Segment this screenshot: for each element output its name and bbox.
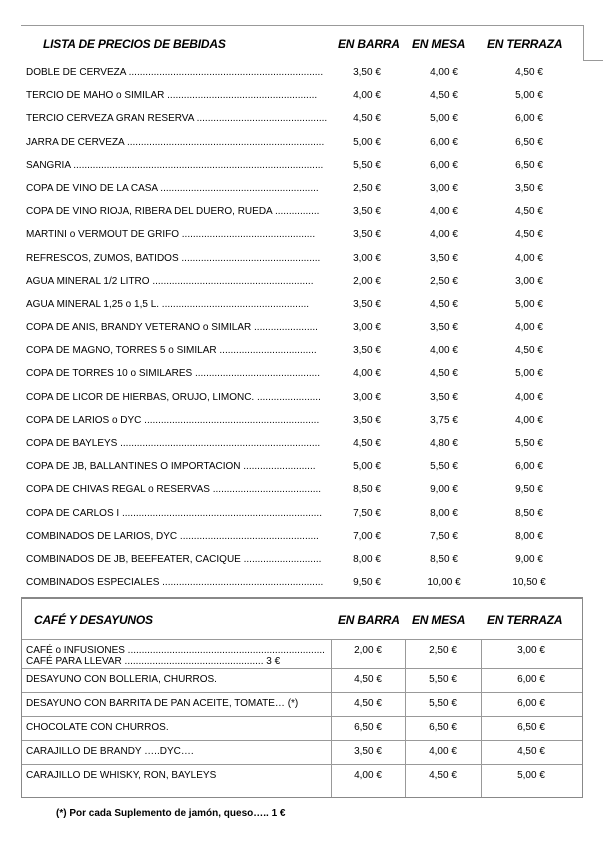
price-barra: 9,50 €: [353, 577, 381, 589]
price-barra: 3,00 €: [353, 252, 381, 264]
price-barra: 3,00 €: [353, 322, 381, 334]
price-terraza: 6,00 €: [517, 698, 545, 709]
item-name: CARAJILLO DE WHISKY, RON, BAYLEYS: [26, 770, 217, 781]
price-terraza: 3,00 €: [515, 275, 543, 287]
table-row: [21, 410, 583, 433]
col-mesa-header: EN MESA: [412, 613, 466, 627]
price-terraza: 6,00 €: [515, 113, 543, 125]
item-name: COPA DE MAGNO, TORRES 5 o SIMILAR ...................................: [26, 345, 317, 357]
price-barra: 4,50 €: [353, 113, 381, 125]
price-mesa: 10,00 €: [427, 577, 461, 589]
item-name: AGUA MINERAL 1,25 o 1,5 L. .....................................................: [26, 298, 310, 310]
item-name: JARRA DE CERVEZA .......................................................................: [26, 136, 325, 148]
table-row: [21, 294, 583, 317]
column-divider: [481, 639, 482, 797]
table-row: [22, 668, 582, 692]
price-terraza: 5,00 €: [517, 770, 545, 781]
price-barra: 3,50 €: [353, 414, 381, 426]
table-border: [583, 25, 584, 61]
price-mesa: 5,50 €: [430, 461, 458, 473]
item-name: COPA DE ANIS, BRANDY VETERANO o SIMILAR .......................: [26, 322, 318, 334]
item-name: COPA DE VINO RIOJA, RIBERA DEL DUERO, RUEDA ................: [26, 206, 320, 218]
price-mesa: 6,00 €: [430, 159, 458, 171]
item-name: COPA DE JB, BALLANTINES O IMPORTACION ..........................: [26, 461, 316, 473]
price-barra: 3,50 €: [353, 67, 381, 78]
item-name: MARTINI o VERMOUT DE GRIFO ................................................: [26, 229, 316, 241]
item-name: COPA DE CHIVAS REGAL o RESERVAS .......................................: [26, 484, 322, 496]
table-row: [21, 155, 583, 178]
item-name: AGUA MINERAL 1/2 LITRO ..........................................................: [26, 275, 314, 287]
price-mesa: 8,50 €: [430, 553, 458, 565]
item-name: COPA DE BAYLEYS ........................................................................: [26, 438, 321, 449]
price-terraza: 6,50 €: [515, 136, 543, 148]
item-name-secondary: CAFÉ PARA LLEVAR .................................................. 3 €: [26, 656, 281, 667]
column-divider: [331, 639, 332, 797]
price-terraza: 10,50 €: [512, 577, 546, 589]
item-name: COMBINADOS ESPECIALES ..........................................................: [26, 577, 324, 589]
breakfast-price-table: [21, 598, 583, 798]
item-name: COPA DE TORRES 10 o SIMILARES .............................................: [26, 368, 320, 380]
item-name: DOBLE DE CERVEZA ......................................................................: [26, 67, 324, 78]
price-barra: 4,00 €: [353, 90, 381, 102]
item-name: SANGRIA ..........................................................................................: [26, 159, 324, 171]
price-mesa: 3,75 €: [430, 414, 458, 426]
price-mesa: 2,50 €: [429, 645, 457, 656]
item-name: COMBINADOS DE LARIOS, DYC ..................................................: [26, 530, 319, 542]
table-row: [21, 479, 583, 502]
item-name: COMBINADOS DE JB, BEEFEATER, CACIQUE ............................: [26, 553, 322, 565]
price-terraza: 5,00 €: [515, 368, 543, 380]
price-terraza: 4,50 €: [517, 746, 545, 757]
table-row: [21, 85, 583, 108]
table-row: [22, 764, 582, 788]
table-row: [21, 132, 583, 155]
item-name: REFRESCOS, ZUMOS, BATIDOS ..................................................: [26, 252, 321, 264]
price-terraza: 4,50 €: [515, 229, 543, 241]
price-barra: 8,00 €: [353, 553, 381, 565]
price-barra: 8,50 €: [353, 484, 381, 496]
price-barra: 2,00 €: [354, 645, 382, 656]
price-barra: 6,50 €: [354, 722, 382, 733]
col-terraza-header: EN TERRAZA: [487, 613, 563, 627]
price-mesa: 4,00 €: [430, 206, 458, 218]
price-barra: 2,50 €: [353, 182, 381, 194]
item-name: CAFÉ o INFUSIONES .......................................................................: [26, 645, 325, 656]
price-barra: 5,50 €: [353, 159, 381, 171]
drinks-title: LISTA DE PRECIOS DE BEBIDAS: [43, 37, 226, 51]
price-terraza: 4,50 €: [515, 345, 543, 357]
col-mesa-header: EN MESA: [412, 37, 466, 51]
item-name: COPA DE LARIOS o DYC ...............................................................: [26, 414, 320, 426]
price-terraza: 6,50 €: [517, 722, 545, 733]
price-barra: 5,00 €: [353, 461, 381, 473]
price-mesa: 4,80 €: [430, 438, 458, 449]
price-mesa: 3,50 €: [430, 252, 458, 264]
price-mesa: 4,50 €: [430, 368, 458, 380]
col-barra-header: EN BARRA: [338, 37, 400, 51]
price-terraza: 6,00 €: [515, 461, 543, 473]
price-terraza: 8,00 €: [515, 530, 543, 542]
price-terraza: 9,00 €: [515, 553, 543, 565]
table-row: [21, 201, 583, 224]
table-row: [22, 740, 582, 764]
price-mesa: 3,00 €: [430, 182, 458, 194]
price-terraza: 4,00 €: [515, 252, 543, 264]
table-row: [21, 62, 583, 85]
breakfast-title: CAFÉ Y DESAYUNOS: [34, 613, 153, 627]
price-mesa: 6,00 €: [430, 136, 458, 148]
price-barra: 3,50 €: [353, 229, 381, 241]
price-terraza: 4,00 €: [515, 414, 543, 426]
item-name: COPA DE CARLOS I ........................................................................: [26, 507, 322, 519]
price-barra: 4,50 €: [354, 698, 382, 709]
price-mesa: 4,00 €: [429, 746, 457, 757]
price-terraza: 8,50 €: [515, 507, 543, 519]
item-name: DESAYUNO CON BARRITA DE PAN ACEITE, TOMATE… (*): [26, 698, 299, 709]
price-barra: 3,50 €: [353, 298, 381, 310]
table-row: [21, 526, 583, 549]
table-row: [21, 387, 583, 410]
price-barra: 4,50 €: [353, 438, 381, 449]
table-row: [22, 716, 582, 740]
price-terraza: 4,00 €: [515, 322, 543, 334]
price-terraza: 5,00 €: [515, 90, 543, 102]
price-mesa: 4,50 €: [430, 298, 458, 310]
price-barra: 4,00 €: [353, 368, 381, 380]
price-terraza: 5,00 €: [515, 298, 543, 310]
price-terraza: 6,50 €: [515, 159, 543, 171]
table-row: [21, 433, 583, 456]
price-barra: 5,00 €: [353, 136, 381, 148]
price-terraza: 6,00 €: [517, 674, 545, 685]
price-barra: 4,50 €: [354, 674, 382, 685]
table-row: [21, 271, 583, 294]
price-mesa: 9,00 €: [430, 484, 458, 496]
price-mesa: 4,50 €: [429, 770, 457, 781]
price-terraza: 3,00 €: [517, 645, 545, 656]
item-name: CHOCOLATE CON CHURROS.: [26, 722, 169, 733]
item-name: COPA DE LICOR DE HIERBAS, ORUJO, LIMONC. .......................: [26, 391, 321, 403]
table-row: [21, 248, 583, 271]
price-terraza: 4,50 €: [515, 206, 543, 218]
price-mesa: 4,00 €: [430, 67, 458, 78]
price-barra: 3,50 €: [353, 345, 381, 357]
table-row: [22, 639, 582, 668]
table-border: [583, 60, 603, 61]
price-terraza: 4,00 €: [515, 391, 543, 403]
price-mesa: 6,50 €: [429, 722, 457, 733]
price-mesa: 3,50 €: [430, 391, 458, 403]
table-row: [21, 108, 583, 131]
table-row: [21, 224, 583, 247]
price-mesa: 5,00 €: [430, 113, 458, 125]
price-mesa: 2,50 €: [430, 275, 458, 287]
table-row: [21, 363, 583, 386]
price-mesa: 4,00 €: [430, 345, 458, 357]
price-terraza: 9,50 €: [515, 484, 543, 496]
footnote: (*) Por cada Suplemento de jamón, queso….. 1 €: [56, 808, 286, 819]
price-barra: 3,00 €: [353, 391, 381, 403]
price-barra: 3,50 €: [353, 206, 381, 218]
table-row: [21, 317, 583, 340]
price-barra: 4,00 €: [354, 770, 382, 781]
item-name: DESAYUNO CON BOLLERIA, CHURROS.: [26, 674, 217, 685]
price-terraza: 4,50 €: [515, 67, 543, 78]
item-name: TERCIO DE MAHO o SIMILAR ......................................................: [26, 90, 318, 102]
breakfast-header: [22, 599, 582, 639]
price-mesa: 3,50 €: [430, 322, 458, 334]
price-terraza: 3,50 €: [515, 182, 543, 194]
price-barra: 7,50 €: [353, 507, 381, 519]
price-mesa: 8,00 €: [430, 507, 458, 519]
table-row: [21, 572, 583, 595]
column-divider: [405, 639, 406, 797]
price-mesa: 4,50 €: [430, 90, 458, 102]
table-row: [22, 692, 582, 716]
price-barra: 3,50 €: [354, 746, 382, 757]
price-barra: 2,00 €: [353, 275, 381, 287]
table-row: [21, 503, 583, 526]
price-mesa: 5,50 €: [429, 698, 457, 709]
price-terraza: 5,50 €: [515, 438, 543, 449]
price-barra: 7,00 €: [353, 530, 381, 542]
price-mesa: 5,50 €: [429, 674, 457, 685]
item-name: CARAJILLO DE BRANDY …..DYC….: [26, 746, 194, 757]
price-mesa: 7,50 €: [430, 530, 458, 542]
table-row: [21, 178, 583, 201]
drinks-header: [21, 25, 583, 62]
item-name: COPA DE VINO DE LA CASA .........................................................: [26, 182, 319, 194]
drinks-price-table: [21, 25, 583, 595]
table-row: [21, 549, 583, 572]
col-terraza-header: EN TERRAZA: [487, 37, 563, 51]
item-name: TERCIO CERVEZA GRAN RESERVA ...............................................: [26, 113, 328, 125]
table-row: [21, 340, 583, 363]
price-mesa: 4,00 €: [430, 229, 458, 241]
col-barra-header: EN BARRA: [338, 613, 400, 627]
table-row: [21, 456, 583, 479]
